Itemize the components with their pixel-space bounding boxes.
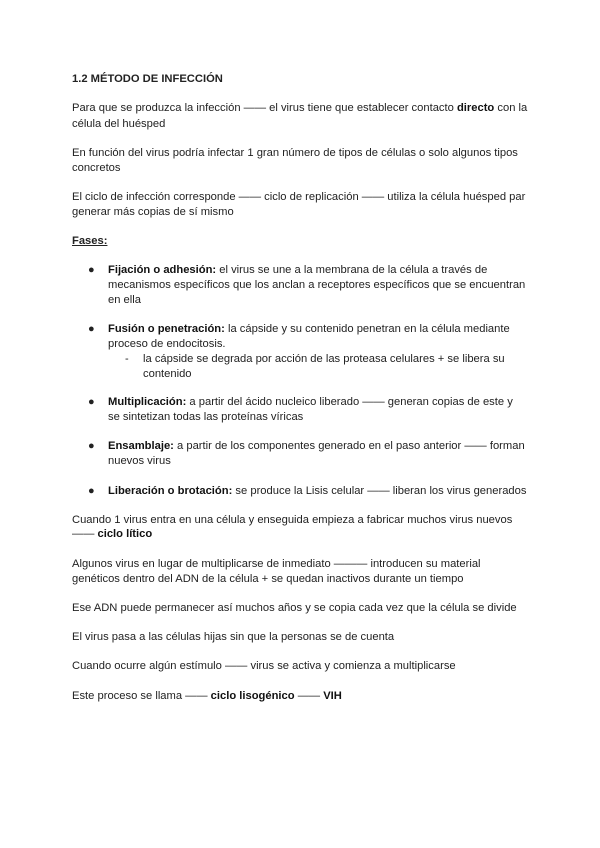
phase-adhesion: Fijación o adhesión: el virus se une a la membrana de la célula a través de (108, 264, 488, 276)
paragraph-daughter-cells: El virus pasa a las células hijas sin que la personas se de cuenta (72, 631, 395, 643)
paragraph-cycle-line2: generar más copias de sí mismo (72, 206, 234, 218)
phase-adhesion-line2: mecanismos específicos que los anclan a receptores específicos que se encuentran (108, 279, 526, 291)
paragraph-stimulus: Cuando ocurre algún estímulo —— virus se activa y comienza a multiplicarse (72, 660, 456, 672)
bullet-icon: ● (88, 485, 95, 497)
phase-penetration-line2: proceso de endocitosis. (108, 338, 226, 350)
phase-penetration: Fusión o penetración: la cápside y su contenido penetran en la célula mediante (108, 323, 510, 335)
bullet-icon: ● (88, 264, 95, 276)
paragraph-contact: Para que se produzca la infección —— el virus tiene que establecer contacto directo con la (72, 102, 528, 114)
fases-heading: Fases: (72, 235, 108, 247)
bullet-icon: ● (88, 440, 95, 452)
paragraph-lysogenic-intro: Algunos virus en lugar de multiplicarse de inmediato ——— introducen su material (72, 558, 481, 570)
bullet-icon: ● (88, 396, 95, 408)
paragraph-process-name: Este proceso se llama —— ciclo lisogénico —— VIH (72, 690, 342, 702)
paragraph-contact-line2: célula del huésped (72, 118, 166, 130)
paragraph-dna-persist: Ese ADN puede permanecer así muchos años y se copia cada vez que la célula se divide (72, 602, 517, 614)
phase-assembly: Ensamblaje: a partir de los componentes generado en el paso anterior —— forman (108, 440, 525, 452)
paragraph-cycle: El ciclo de infección corresponde —— ciclo de replicación —— utiliza la célula huésped par (72, 191, 526, 203)
phase-multiplication: Multiplicación: a partir del ácido nucleico liberado —— generan copias de este y (108, 396, 513, 408)
paragraph-lytic-line2: —— ciclo lítico (72, 528, 153, 540)
section-title: 1.2 MÉTODO DE INFECCIÓN (72, 73, 223, 85)
dash-icon: - (125, 353, 129, 365)
paragraph-infection-range-line2: concretos (72, 162, 121, 174)
phase-multiplication-line2: se sintetizan todas las proteínas víricas (108, 411, 304, 423)
paragraph-lytic: Cuando 1 virus entra en una célula y enseguida empieza a fabricar muchos virus nuevos (72, 514, 513, 526)
subitem-capsid-line2: contenido (143, 368, 192, 380)
phase-release: Liberación o brotación: se produce la Lisis celular —— liberan los virus generados (108, 485, 527, 497)
subitem-capsid: la cápside se degrada por acción de las proteasa celulares + se libera su (143, 353, 505, 365)
paragraph-infection-range: En función del virus podría infectar 1 gran número de tipos de células o solo algunos tipos (72, 147, 518, 159)
bullet-icon: ● (88, 323, 95, 335)
phase-adhesion-line3: en ella (108, 294, 141, 306)
paragraph-lysogenic-intro-line2: genéticos dentro del ADN de la célula + se quedan inactivos durante un tiempo (72, 573, 464, 585)
phase-assembly-line2: nuevos virus (108, 455, 171, 467)
